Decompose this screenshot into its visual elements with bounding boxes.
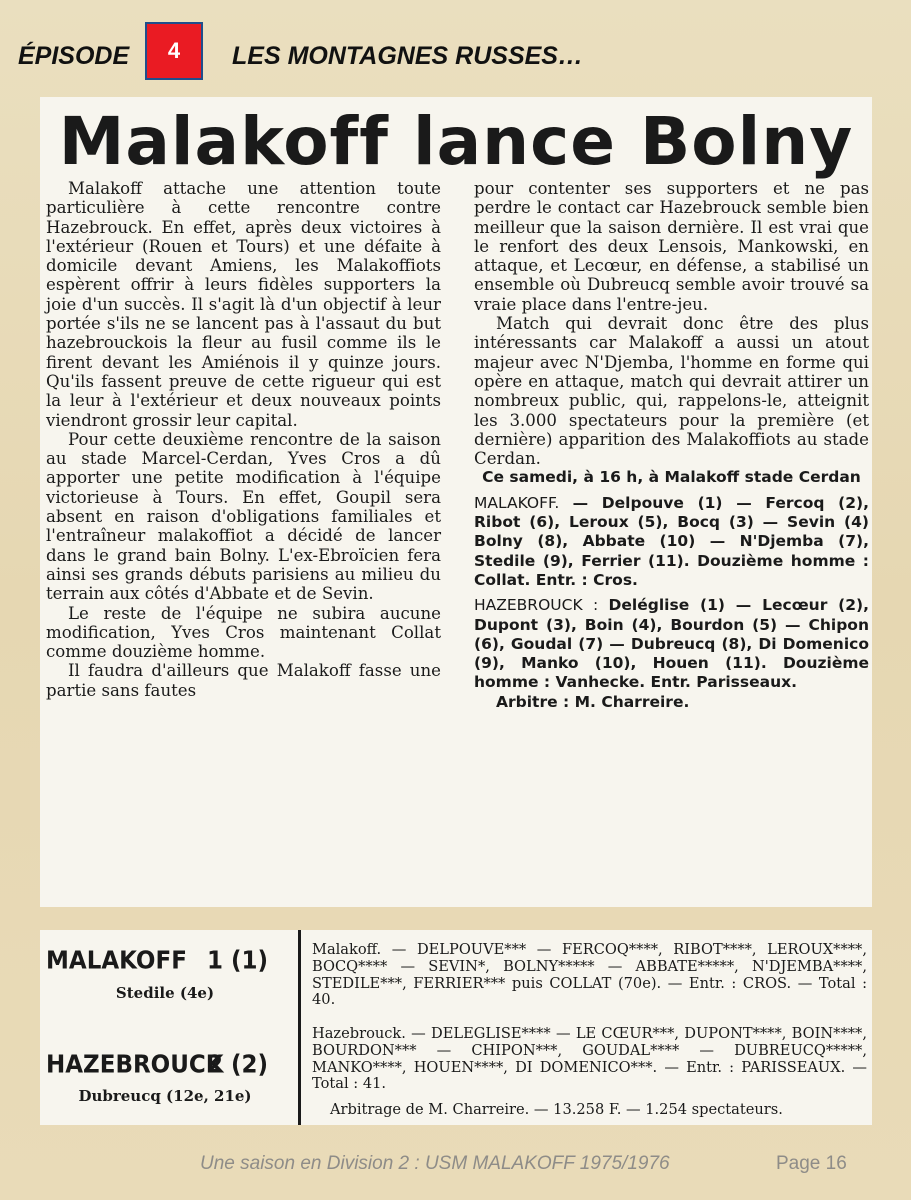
article-left-column bbox=[46, 179, 441, 700]
episode-label: ÉPISODE bbox=[18, 42, 130, 70]
match-info: Ce samedi, à 16 h, à Malakoff stade Cerdan bbox=[482, 468, 861, 487]
newspaper-clipping bbox=[40, 97, 872, 907]
away-team-name: HAZEBROUCK bbox=[46, 1050, 224, 1080]
article-paragraph: Il faudra d'ailleurs que Malakoff fasse une partie sans fautes bbox=[46, 661, 441, 700]
home-team bbox=[46, 947, 286, 976]
away-scorer: Dubreucq (12e, 21e) bbox=[78, 1087, 252, 1105]
footer-page-number: Page 16 bbox=[776, 1153, 847, 1174]
match-result-box bbox=[40, 930, 872, 1125]
article-right-column bbox=[474, 179, 869, 712]
lineup-team-name: MALAKOFF. bbox=[474, 493, 560, 512]
footer-series: Une saison en Division 2 : USM MALAKOFF 1975/1976 bbox=[200, 1153, 670, 1174]
article-paragraph: Le reste de l'équipe ne subira aucune modification, Yves Cros maintenant Collat comme douzième homme. bbox=[46, 603, 441, 662]
lineup-players: — Delpouve (1) — Fercoq (2), Ribot (6), Leroux (5), Bocq (3) — Sevin (4) Bolny (8), Abbate (10) — N'Djemba (7), Stedile (9), Ferrier (11). Douzième homme : Collat. Entr. : Cros. bbox=[474, 493, 869, 589]
lineup-players: Deléglise (1) — Lecœur (2), Dupont (3), Boin (4), Bourdon (5) — Chipon (6), Goudal (7) — Dubreucq (8), Di Domenico (9), Manko (10), Houen (11). Douzième homme : Vanhecke. Entr. Parisseaux. bbox=[474, 596, 869, 692]
vertical-divider bbox=[298, 930, 301, 1125]
article-paragraph: Pour cette deuxième rencontre de la saison au stade Marcel-Cerdan, Yves Cros a dû apporter une petite modification à l'équipe victorieuse à Tours. En effet, Goupil sera absent en raison d'obligations familiales et l'entraîneur malakoffiot a décidé de lancer dans le grand bain Bolny. L'ex-Ebroïcien fera ainsi ses grands débuts parisiens au milieu du terrain aux côtés d'Abbate et de Sevin. bbox=[46, 429, 441, 604]
episode-number: 4 bbox=[167, 38, 181, 63]
home-score: 1 (1) bbox=[206, 946, 268, 976]
referee: Arbitre : M. Charreire. bbox=[496, 692, 690, 711]
away-score: 2 (2) bbox=[206, 1050, 268, 1080]
article-paragraph: Malakoff attache une attention toute particulière à cette rencontre contre Hazebrouck. En effet, après deux victoires à l'extérieur (Rouen et Tours) et une défaite à domicile devant Amiens, les Malakoffiots espèrent offrir à leurs fidèles supporters la joie d'un succès. Il s'agit là d'un objectif à leur portée s'ils ne se lancent pas à l'assaut du but hazebrouckois la fleur au fusil comme ils le firent devant les Amiénois il y quinze jours. Qu'ils fassent preuve de cette rigueur qui est la leur à l'extérieur et deux nouveaux points viendront grossir leur capital. bbox=[46, 179, 441, 430]
home-team-name: MALAKOFF bbox=[46, 946, 187, 976]
lineup-team-name: HAZEBROUCK : bbox=[474, 596, 599, 615]
article-headline: Malakoff lance Bolny bbox=[58, 103, 854, 180]
away-ratings: Hazebrouck. — DELEGLISE**** — LE CŒUR***, DUPONT****, BOIN****, BOURDON*** — CHIPON***, GOUDAL**** — DUBREUCQ*****, MANKO****, HOUEN****, DI DOMENICO***. — Entr. : PARISSEAUX. — Total : 41. bbox=[312, 1025, 867, 1093]
home-ratings: Malakoff. — DELPOUVE*** — FERCOQ****, RIBOT****, LEROUX****, BOCQ**** — SEVIN*, BOLNY***** — ABBATE*****, N'DJEMBA****, STEDILE***, FERRIER*** puis COLLAT (70e). — Entr. : CROS. — Total : 40. bbox=[312, 941, 867, 1009]
article-paragraph: pour contenter ses supporters et ne pas perdre le contact car Hazebrouck semble bien meilleur que la saison dernière. Il est vrai que le renfort des deux Lensois, Mankowski, en attaque, et Lecœur, en défense, a stabilisé un ensemble où Dubreucq semble avoir trouvé sa vraie place dans l'entre-jeu. bbox=[474, 179, 869, 314]
episode-number-badge bbox=[145, 22, 203, 80]
home-scorer: Stedile (4e) bbox=[115, 984, 215, 1002]
away-team bbox=[46, 1051, 286, 1080]
article-paragraph: Match qui devrait donc être des plus intéressants car Malakoff a aussi un atout majeur avec N'Djemba, l'homme en forme qui opère en attaque, match qui devrait attirer un nombreux public, qui, rappelons-le, atteignit les 3.000 spectateurs pour la première (et dernière) apparition des Malakoffiots au stade Cerdan. bbox=[474, 314, 869, 469]
arbitrage-info: Arbitrage de M. Charreire. — 13.258 F. — 1.254 spectateurs. bbox=[330, 1101, 783, 1118]
lineup-hazebrouck bbox=[474, 596, 869, 692]
episode-title: LES MONTAGNES RUSSES… bbox=[232, 42, 583, 70]
lineup-malakoff bbox=[474, 494, 869, 590]
